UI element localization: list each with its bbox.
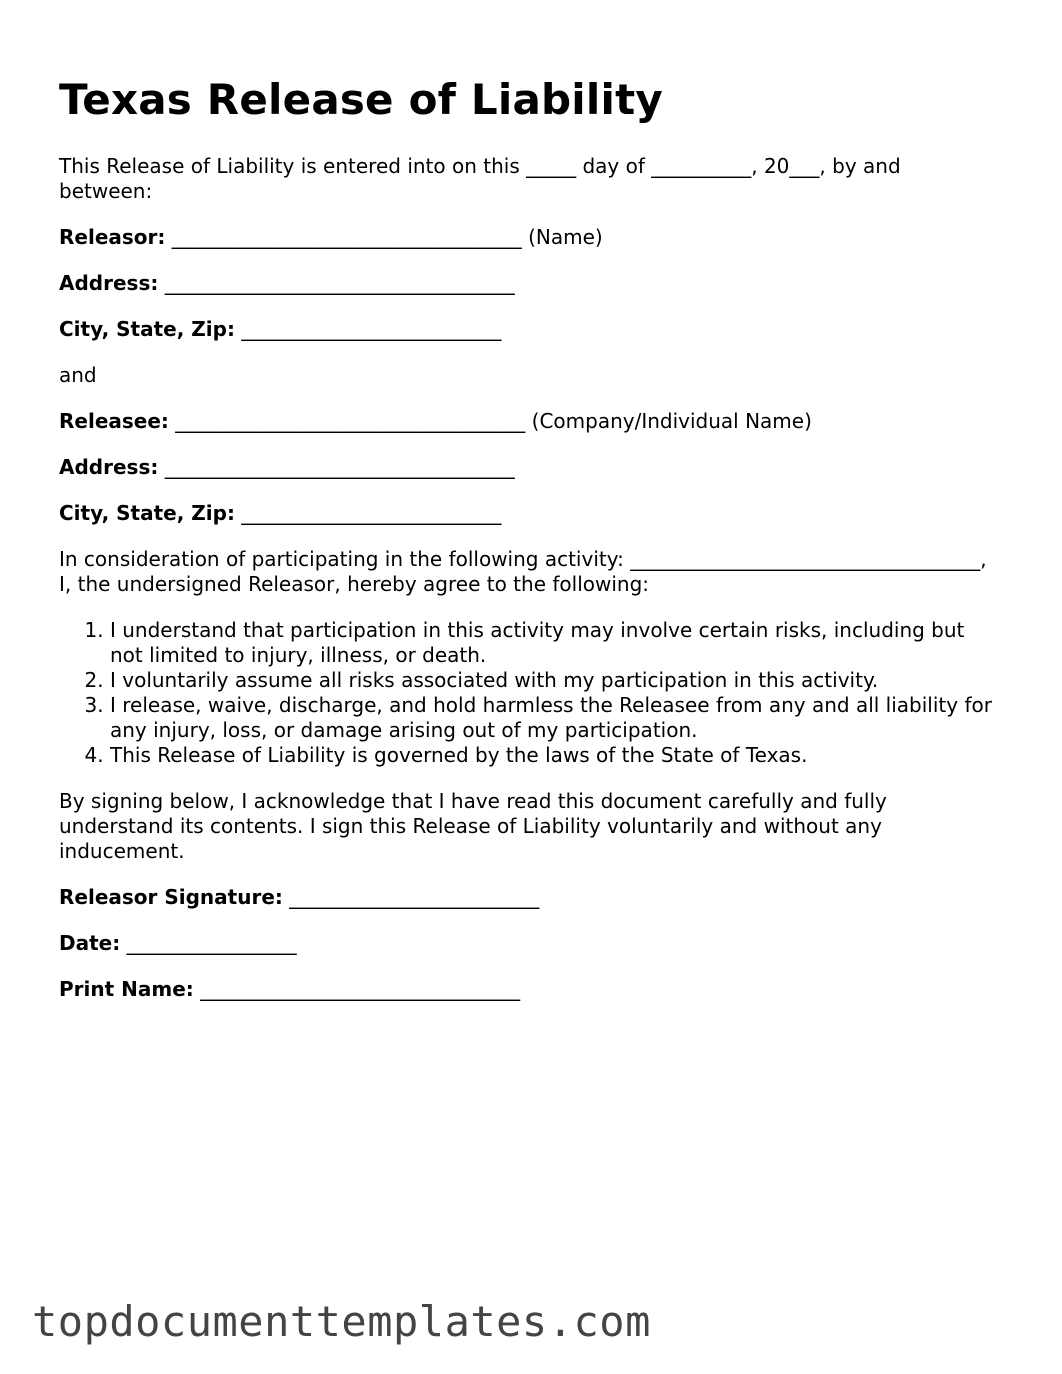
releasee-address-field (59, 455, 999, 480)
releasee-address-label: Address: (59, 455, 159, 479)
releasor-name-line: ___________________________________ (Name) (165, 225, 603, 249)
releasee-address-line: ___________________________________ (158, 455, 515, 479)
list-item: 2. I voluntarily assume all risks associated with my participation in this activity. (110, 668, 999, 693)
releasor-city-field (59, 317, 999, 342)
site-watermark: topdocumenttemplates.com (32, 1297, 651, 1346)
releasor-city-line: __________________________ (234, 317, 502, 341)
releasee-city-line: __________________________ (234, 501, 502, 525)
list-item: 3. I release, waive, discharge, and hold harmless the Releasee from any and all liability for any injury, loss, or damage arising out of my participation. (110, 693, 999, 743)
conjunction-text: and (59, 363, 97, 387)
list-item: 4. This Release of Liability is governed by the laws of the State of Texas. (110, 743, 999, 768)
signature-label: Releasor Signature: (59, 885, 283, 909)
terms-list (59, 618, 999, 768)
print-name-label: Print Name: (59, 977, 194, 1001)
releasor-name-field (59, 225, 999, 250)
releasee-name-line: ___________________________________ (Company/Individual Name) (168, 409, 812, 433)
releasor-address-line: ___________________________________ (158, 271, 515, 295)
print-name-field (59, 977, 999, 1002)
intro-paragraph: This Release of Liability is entered into on this _____ day of __________, 20___, by and between: (59, 154, 901, 203)
releasee-city-field (59, 501, 999, 526)
document-page (59, 72, 999, 1002)
signature-field (59, 885, 999, 910)
acknowledgement-paragraph: By signing below, I acknowledge that I have read this document carefully and fully understand its contents. I sign this Release of Liability voluntarily and without any inducement. (59, 789, 887, 863)
releasee-name-field (59, 409, 999, 434)
print-name-line: ________________________________ (193, 977, 521, 1001)
releasor-city-label: City, State, Zip: (59, 317, 235, 341)
consideration-paragraph: In consideration of participating in the following activity: ___________________________________, I, the undersigned Releasor, hereby agree to the following: (59, 547, 987, 596)
releasor-address-label: Address: (59, 271, 159, 295)
date-label: Date: (59, 931, 121, 955)
document-title: Texas Release of Liability (59, 75, 663, 124)
releasor-name-label: Releasor: (59, 225, 166, 249)
releasee-city-label: City, State, Zip: (59, 501, 235, 525)
releasor-address-field (59, 271, 999, 296)
date-field (59, 931, 999, 956)
releasee-name-label: Releasee: (59, 409, 169, 433)
signature-line: _________________________ (282, 885, 540, 909)
date-line: _________________ (120, 931, 297, 955)
list-item: 1. I understand that participation in this activity may involve certain risks, including but not limited to injury, illness, or death. (110, 618, 999, 668)
